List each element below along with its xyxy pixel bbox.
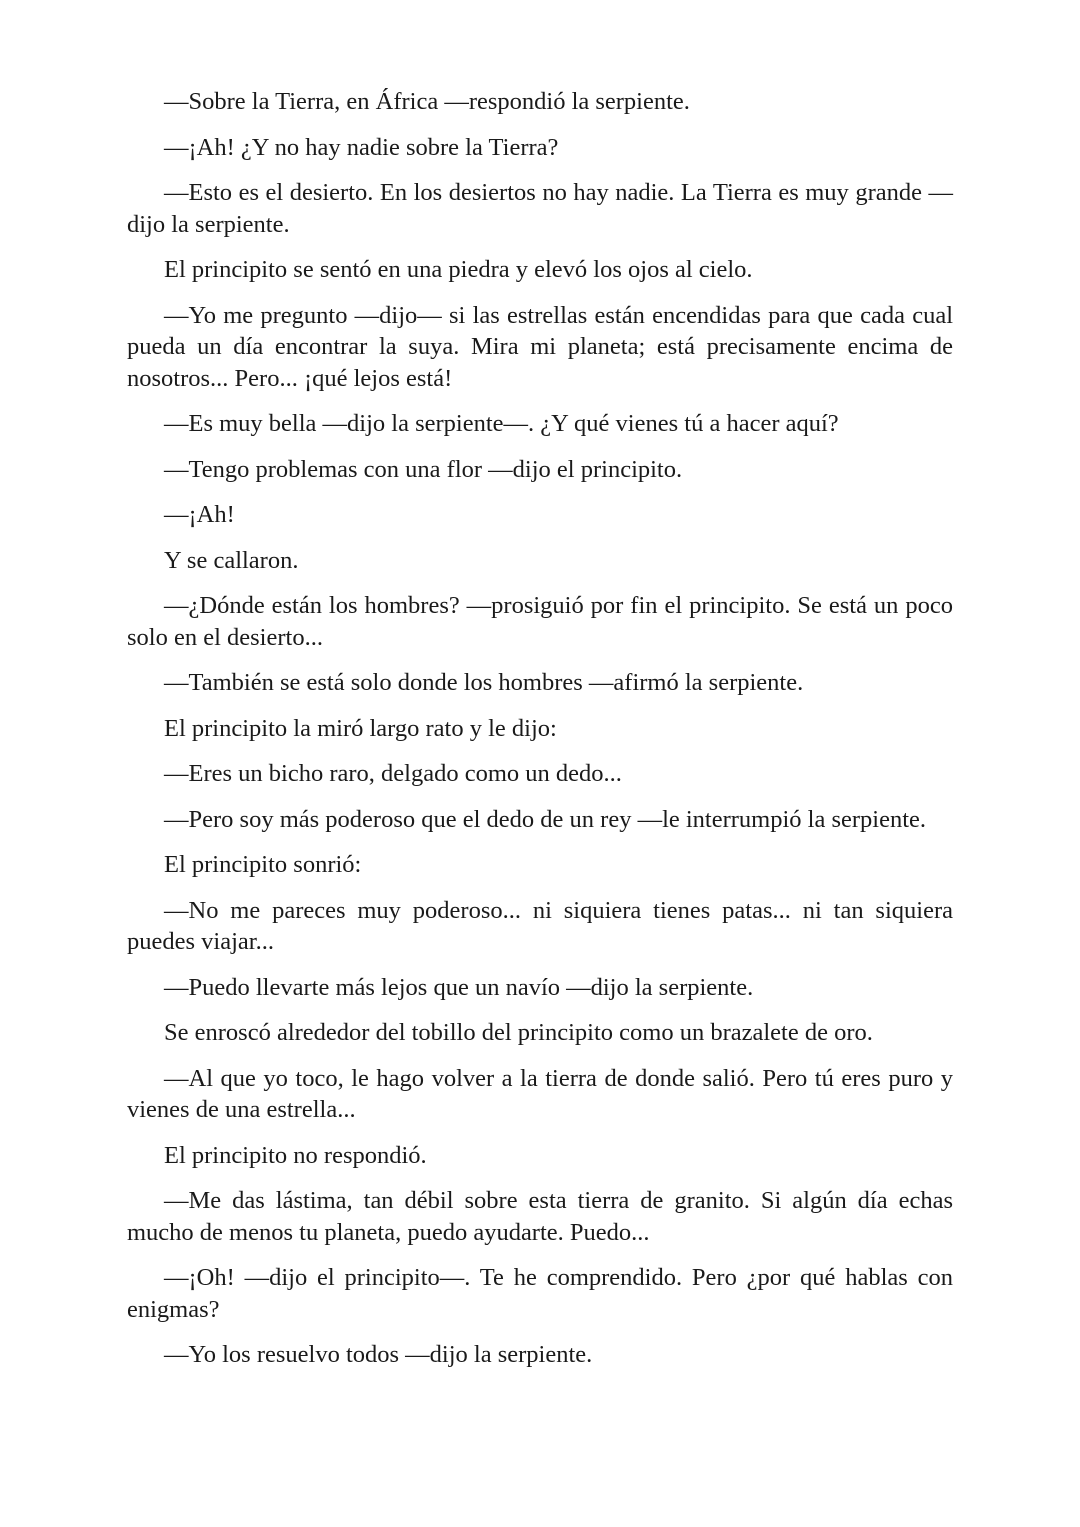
document-page [127, 86, 953, 1385]
paragraph-5: —Yo me pregunto —dijo— si las estrellas están encendidas para que cada cual pueda un día encontrar la suya. Mira mi planeta; está precisamente encima de nosotros... Pero... ¡qué lejos está! [127, 301, 953, 392]
paragraph-15: El principito sonrió: [164, 851, 362, 878]
paragraph-18: Se enroscó alrededor del tobillo del principito como un brazalete de oro. [164, 1019, 873, 1046]
paragraph-19: —Al que yo toco, le hago volver a la tierra de donde salió. Pero tú eres puro y vienes de una estrella... [127, 1064, 953, 1123]
paragraph-10: —¿Dónde están los hombres? —prosiguió por fin el principito. Se está un poco solo en el desierto... [127, 592, 953, 651]
paragraph-21: —Me das lástima, tan débil sobre esta tierra de granito. Si algún día echas mucho de menos tu planeta, puedo ayudarte. Puedo... [127, 1187, 953, 1246]
paragraph-8: —¡Ah! [164, 501, 235, 528]
paragraph-1: —Sobre la Tierra, en África —respondió la serpiente. [164, 88, 690, 115]
paragraph-12: El principito la miró largo rato y le dijo: [164, 714, 557, 742]
paragraph-17: —Puedo llevarte más lejos que un navío —dijo la serpiente. [164, 973, 754, 1001]
paragraph-11: —También se está solo donde los hombres —afirmó la serpiente. [164, 669, 804, 696]
paragraph-4: El principito se sentó en una piedra y elevó los ojos al cielo. [164, 256, 753, 283]
paragraph-20: El principito no respondió. [164, 1141, 427, 1169]
paragraph-22: —¡Oh! —dijo el principito—. Te he comprendido. Pero ¿por qué hablas con enigmas? [127, 1264, 953, 1323]
paragraph-2: —¡Ah! ¿Y no hay nadie sobre la Tierra? [164, 133, 559, 161]
paragraph-7: —Tengo problemas con una flor —dijo el principito. [164, 455, 683, 483]
paragraph-6: —Es muy bella —dijo la serpiente—. ¿Y qué vienes tú a hacer aquí? [164, 410, 839, 437]
paragraph-13: —Eres un bicho raro, delgado como un dedo... [164, 760, 622, 787]
paragraph-16: —No me pareces muy poderoso... ni siquiera tienes patas... ni tan siquiera puedes viajar... [127, 896, 953, 955]
paragraph-14: —Pero soy más poderoso que el dedo de un rey —le interrumpió la serpiente. [164, 805, 927, 833]
paragraph-9: Y se callaron. [164, 546, 299, 574]
paragraph-23: —Yo los resuelvo todos —dijo la serpiente. [164, 1341, 593, 1368]
paragraph-3: —Esto es el desierto. En los desiertos no hay nadie. La Tierra es muy grande —dijo la serpiente. [127, 179, 953, 238]
